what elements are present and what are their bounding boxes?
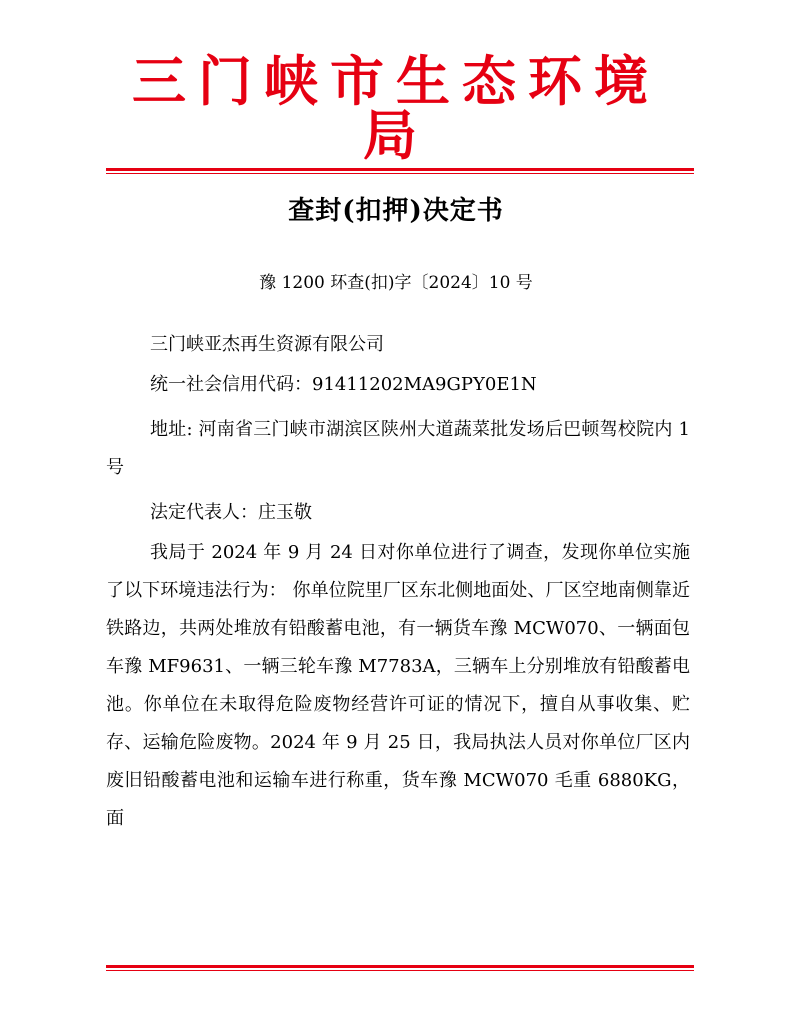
footer-rule-thick	[106, 965, 694, 968]
company-name: 三门峡亚杰再生资源有限公司	[150, 334, 384, 355]
document-title: 查封(扣押)决定书	[288, 196, 504, 226]
header-rule-thick	[106, 168, 694, 171]
credit-code: 统一社会信用代码：91411202MA9GPY0E1N	[150, 374, 537, 395]
header-rule-thin	[106, 173, 694, 174]
org-name-line2: 局	[363, 103, 429, 167]
legal-representative: 法定代表人：庄玉敬	[150, 502, 312, 523]
company-address: 地址: 河南省三门峡市湖滨区陕州大道蔬菜批发场后巴顿驾校院内 1 号	[106, 419, 690, 478]
document-number: 豫 1200 环查(扣)字〔2024〕10 号	[259, 273, 533, 293]
footer-rule-thin	[106, 970, 694, 971]
findings-paragraph: 我局于 2024 年 9 月 24 日对你单位进行了调查，发现你单位实施了以下环境违法行为： 你单位院里厂区东北侧地面处、厂区空地南侧靠近铁路边，共两处堆放有铅酸蓄电池，有一辆货车豫 MCW070、一辆面包车豫 MF9631、一辆三轮车豫 M7783A，三辆车上分别堆放有铅酸蓄电池。你单位在未取得危险废物经营许可证的情况下，擅自从事收集、贮存、运输危险废物。2024 年 9 月 25 日，我局执法人员对你单位厂区内废旧铅酸蓄电池和运输车进行称重，货车豫 MCW070 毛重 6880KG，面	[106, 542, 690, 829]
org-name-line1: 三门峡市生态环境	[132, 49, 660, 113]
